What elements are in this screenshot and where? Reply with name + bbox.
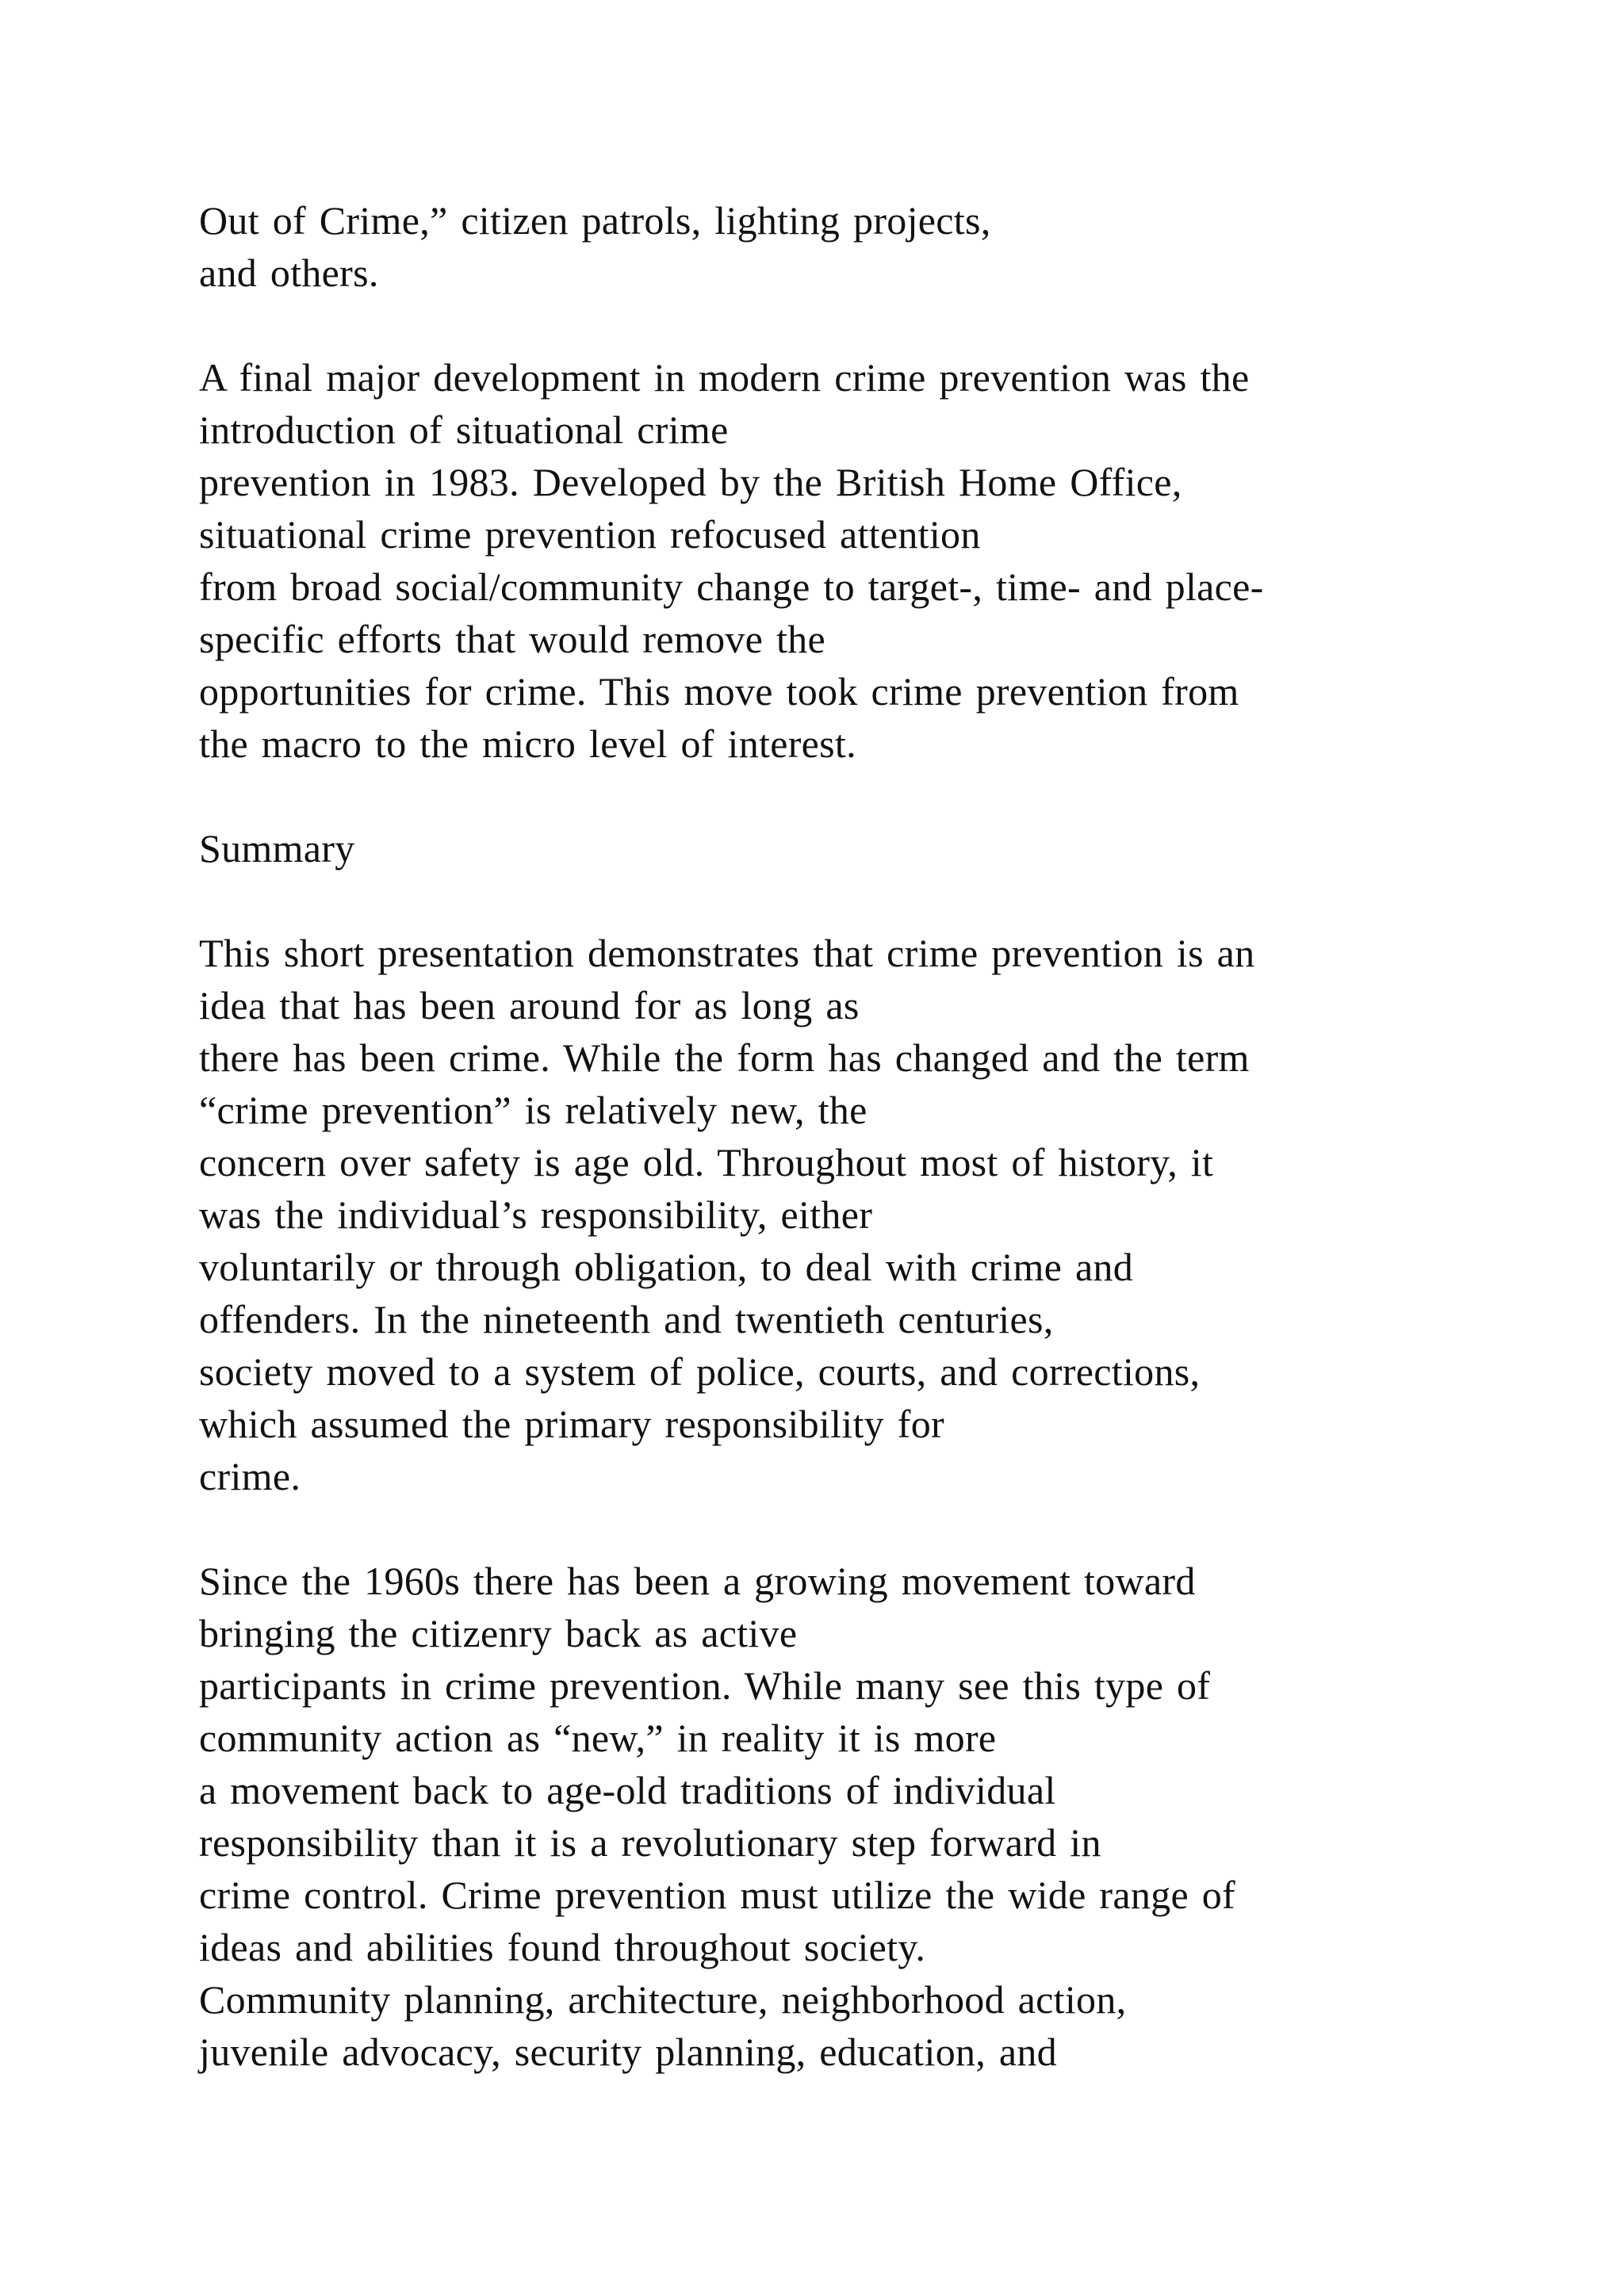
text-line: idea that has been around for as long as — [199, 983, 860, 1027]
text-line: bringing the citizenry back as active — [199, 1611, 798, 1655]
text-line: a movement back to age-old traditions of individual — [199, 1768, 1056, 1812]
text-line: Community planning, architecture, neighborhood action, — [199, 1977, 1127, 2022]
text-line: Since the 1960s there has been a growing movement toward — [199, 1559, 1196, 1603]
heading-text: Summary — [199, 826, 355, 871]
text-line: responsibility than it is a revolutionary step forward in — [199, 1820, 1101, 1865]
paragraph-spacer — [199, 770, 1611, 822]
paragraph-summary-history — [199, 927, 1611, 1502]
text-line: “crime prevention” is relatively new, the — [199, 1088, 868, 1132]
text-line: prevention in 1983. Developed by the British Home Office, — [199, 460, 1182, 504]
document-body — [199, 194, 1611, 2078]
text-line: the macro to the micro level of interest. — [199, 721, 856, 766]
section-heading-summary — [199, 822, 1611, 874]
paragraph-spacer — [199, 1502, 1611, 1555]
text-line: This short presentation demonstrates that crime prevention is an — [199, 931, 1255, 975]
text-line: was the individual’s responsibility, either — [199, 1192, 873, 1237]
text-line: and others. — [199, 251, 379, 295]
paragraph-spacer — [199, 299, 1611, 351]
text-line: community action as “new,” in reality it is more — [199, 1716, 997, 1760]
text-line: crime control. Crime prevention must utilize the wide range of — [199, 1873, 1235, 1917]
text-line: A final major development in modern crime prevention was the — [199, 355, 1250, 400]
text-line: offenders. In the nineteenth and twentieth centuries, — [199, 1297, 1054, 1341]
paragraph-citizen-movement — [199, 1555, 1611, 2078]
paragraph-intro-fragment — [199, 194, 1611, 299]
text-line: ideas and abilities found throughout society. — [199, 1925, 926, 1969]
text-line: which assumed the primary responsibility for — [199, 1402, 944, 1446]
text-line: from broad social/community change to target-, time- and place- — [199, 564, 1264, 609]
text-line: opportunities for crime. This move took crime prevention from — [199, 669, 1239, 714]
paragraph-spacer — [199, 874, 1611, 927]
text-line: voluntarily or through obligation, to deal with crime and — [199, 1245, 1134, 1289]
paragraph-situational-crime-prevention — [199, 351, 1611, 770]
text-line: introduction of situational crime — [199, 408, 729, 452]
text-line: specific efforts that would remove the — [199, 617, 825, 661]
text-line: situational crime prevention refocused attention — [199, 512, 981, 557]
text-line: juvenile advocacy, security planning, education, and — [199, 2030, 1057, 2074]
text-line: Out of Crime,” citizen patrols, lighting projects, — [199, 198, 991, 243]
text-line: society moved to a system of police, courts, and corrections, — [199, 1349, 1201, 1394]
text-line: concern over safety is age old. Throughout most of history, it — [199, 1140, 1214, 1184]
text-line: there has been crime. While the form has changed and the term — [199, 1035, 1250, 1080]
text-line: crime. — [199, 1454, 301, 1498]
text-line: participants in crime prevention. While many see this type of — [199, 1663, 1211, 1708]
